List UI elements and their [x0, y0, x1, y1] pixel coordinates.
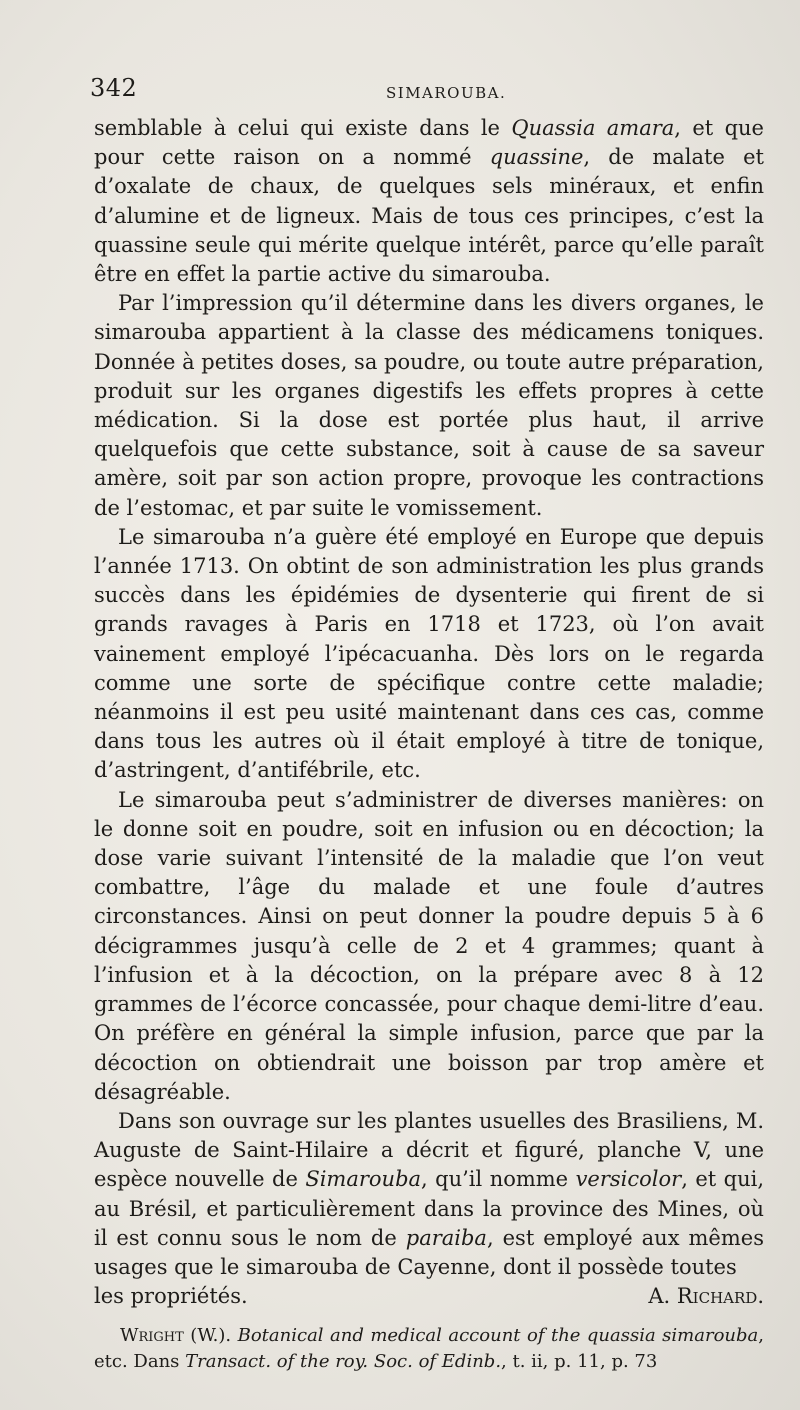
paragraph — [94, 523, 764, 786]
paragraph — [94, 1107, 764, 1282]
text-run: Par l’impression qu’il détermine dans les divers organes, le simarouba appartient à la classe des médicamens toniques. Donnée à petites doses, sa poudre, ou toute autre préparation, produit sur les organes digestifs les effets propres à cette médication. Si la dose est portée plus haut, il arrive quelquefois que cette substance, soit à cause de sa saveur amère, soit par son action propre, provoque les contractions de l’estomac, et par suite le vomissement. — [94, 291, 764, 520]
text-run: , et qui, au Brésil, et particulièrement dans la province des Mines, où il est connu sous le nom de — [94, 1167, 764, 1250]
text-run: (W.). — [183, 1325, 238, 1347]
author-signature: A. Richard. — [648, 1284, 764, 1309]
page-number: 342 — [90, 74, 138, 102]
text-run: , est employé aux mêmes usages que le simarouba de Cayenne, dont il possède toutes — [94, 1225, 764, 1279]
paragraph — [94, 289, 764, 523]
text-run: Dans son ouvrage sur les plantes usuelles des Brasiliens, M. Auguste de Saint-Hilaire a décrit et figuré, planche V, une espèce nouvelle de — [94, 1108, 764, 1192]
author-name: Wright — [120, 1325, 184, 1347]
italic-text: versicolor — [575, 1167, 682, 1192]
text-run: , de malate et d’oxalate de chaux, de quelques sels minéraux, et enfin d’alumine et de ligneux. Mais de tous ces principes, c’est la quassine seule qui mérite quelque intérêt, parce qu’elle paraît être en effet la partie active du simarouba. — [94, 145, 764, 287]
page-header — [90, 74, 760, 108]
text-run: , etc. Dans — [94, 1325, 764, 1373]
text-run: , et que pour cette raison on a nommé — [94, 116, 764, 170]
italic-text: Transact. of the roy. Soc. of Edinb. — [185, 1351, 502, 1373]
bibliography-entry — [94, 1323, 764, 1375]
text-run: semblable à celui qui existe dans le — [94, 116, 512, 140]
text-run: , qu’il nomme — [421, 1167, 576, 1192]
italic-text: Quassia amara — [511, 116, 675, 140]
running-head: SIMAROUBA. — [386, 84, 507, 102]
italic-text: Botanical and medical account of the quassia simarouba — [237, 1325, 759, 1347]
italic-text: Simarouba — [305, 1167, 422, 1192]
text-run: , t. ii, p. 11, p. 73 — [501, 1351, 658, 1373]
text-run: Le simarouba n’a guère été employé en Europe que depuis l’année 1713. On obtint de son administration les plus grands succès dans les épidémies de dysenterie qui firent de si grands ravages à Paris en 1718 et 1723, où l’on avait vainement employé l’ipécacuanha. Dès lors on le regarda comme une sorte de spécifique contre cette maladie; néanmoins il est peu usité maintenant dans ces cas, comme dans tous les autres où il était employé à titre de tonique, d’astringent, d’antifébrile, etc. — [94, 524, 764, 783]
paragraph-list — [94, 114, 764, 1282]
italic-text: quassine — [489, 145, 584, 170]
text-run: Le simarouba peut s’administrer de diverses manières: on le donne soit en poudre, soit en infusion ou en décoction; la dose varie suivant l’intensité de la maladie que l’on veut combattre, l’âge du malade et une foule d’autres circonstances. Ainsi on peut donner la poudre depuis 5 à 6 décigrammes jusqu’à celle de 2 et 4 grammes; quant à l’infusion et à la décoction, on la prépare avec 8 à 12 grammes de l’écorce concassée, pour chaque demi-litre d’eau. On préfère en général la simple infusion, parce que par la décoction on obtiendrait une boisson par trop amère et désagréable. — [94, 787, 764, 1104]
body-text — [94, 114, 764, 1393]
closing-words: les propriétés. — [94, 1284, 248, 1309]
paragraph — [94, 786, 764, 1107]
paragraph — [94, 114, 764, 289]
closing-line — [94, 1282, 764, 1311]
italic-text: paraiba — [405, 1225, 487, 1250]
